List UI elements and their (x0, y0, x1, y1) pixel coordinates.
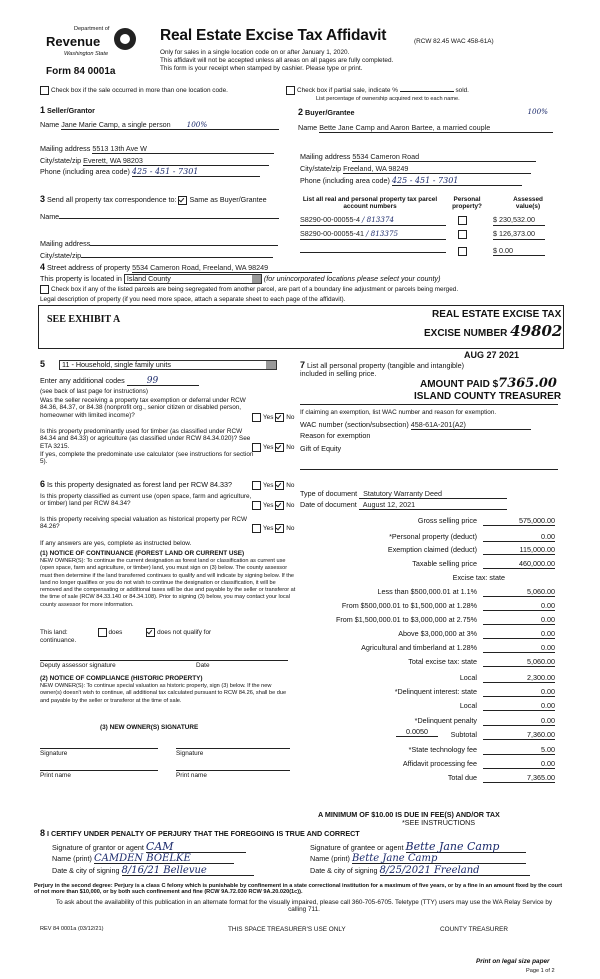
calc-row (340, 717, 555, 726)
seller-mail[interactable]: 5513 13th Ave W (92, 144, 147, 153)
calc-label: Local (459, 673, 477, 682)
calc-value[interactable]: 0.00 (483, 702, 555, 711)
notice1-heading: (1) NOTICE OF CONTINUANCE (FOREST LAND OR CURRENT USE) (40, 550, 245, 557)
calc-row (335, 615, 555, 625)
county-select[interactable]: Island County (124, 274, 262, 284)
calc-value[interactable]: 0.00 (483, 616, 555, 625)
no-checkbox[interactable] (275, 443, 284, 452)
parcel-row: S8290-00-00055-4 / 813374 $ 230,532.00 (300, 216, 558, 226)
calc-value[interactable]: 7,360.00 (483, 731, 555, 740)
calc-value[interactable]: 0.00 (483, 688, 555, 697)
calc-label: Affidavit processing fee (402, 759, 477, 768)
does-qualify-checkbox[interactable] (98, 628, 107, 637)
calc-row (340, 760, 555, 769)
section3-name-row: Name (40, 210, 279, 221)
buyer-phone[interactable]: 425 - 451 - 7301 (391, 176, 459, 185)
doc-date[interactable]: August 12, 2021 (362, 500, 416, 509)
calc-value[interactable]: 0.00 (483, 630, 555, 639)
doc-date-row: Date of document August 12, 2021 (300, 501, 507, 510)
calc-label: Subtotal (450, 730, 477, 739)
multi-location-checkbox[interactable] (40, 86, 49, 95)
parcel-row: $ 0.00 (300, 244, 558, 256)
grantor-date-row: Date & city of signing 8/16/21 Bellevue (52, 867, 254, 876)
grantor-date[interactable]: 8/16/21 Bellevue (121, 865, 207, 876)
if-any: If any answers are yes, complete as instructed below. (40, 540, 192, 547)
calc-row (340, 702, 555, 711)
calc-row (340, 630, 555, 639)
calc-value[interactable]: 5.00 (483, 746, 555, 755)
section6-q3-answer: Yes No (252, 524, 294, 533)
local-rate: 0.0050 (396, 728, 438, 737)
calc-row (340, 674, 555, 683)
county-treasurer: COUNTY TREASURER (440, 926, 508, 933)
print-legal: Print on legal size paper (476, 958, 550, 965)
seller-name-row: Name Jane Marie Camp, a single person 100% (40, 121, 288, 130)
parcel-row: S8290-00-00055-41 / 813375 $ 126,373.00 (300, 230, 558, 240)
doc-type-row: Type of document Statutory Warranty Deed (300, 490, 507, 499)
calc-label: *Delinquent interest: state (394, 687, 477, 696)
property-street[interactable]: 5534 Cameron Road, Freeland, WA 98249 (132, 263, 269, 272)
calc-label: From $500,000.01 to $1,500,000 at 1.28% (341, 601, 477, 610)
notice2-text: NEW OWNER(S): To continue special valuation as historic property, sign (3) below. If the new owner(s) doesn't wish to continue, all additional tax calculated pursuant to RCW 84.26, shall be due and payable by the seller or transferor at the time of sale. (40, 683, 287, 704)
calc-label: *Personal property (deduct) (389, 532, 477, 541)
partial-sub: List percentage of ownership acquired next to each name. (316, 96, 460, 102)
calc-label: Excise tax: state (452, 573, 505, 582)
grantor-name[interactable]: CAMDEN BOELKE (93, 853, 191, 864)
calc-label: Local (459, 701, 477, 710)
section5-q2b: If yes, complete the predominate use calculator (see instructions for section 5). (40, 451, 254, 466)
yes-checkbox[interactable] (252, 413, 261, 422)
buyer-name-row: Name Bette Jane Camp and Aaron Bartee, a married couple (298, 124, 560, 133)
calc-value[interactable]: 460,000.00 (483, 560, 555, 569)
see-back: (see back of last page for instructions) (40, 388, 148, 395)
section5-q1-answer: Yes No (252, 413, 294, 422)
section5-q1: Was the seller receiving a property tax exemption or deferral under RCW 84.36, 84.37, or 84.38 (nonprofit org., senior citizen or disabled person, homeowner with limited income)? (40, 397, 246, 419)
calc-row (340, 517, 555, 526)
multi-location-check[interactable]: Check box if the sale occurred in more than one location code. (40, 86, 228, 95)
calc-value[interactable]: 5,060.00 (483, 658, 555, 667)
seller-phone-row: Phone (including area code) 425 - 451 - 7301 (40, 168, 260, 177)
calc-value[interactable]: 5,060.00 (483, 588, 555, 597)
section6-q2: Is this property classified as current use (open space, farm and agriculture, or timber) land per RCW 84.34? (40, 493, 252, 508)
partial-sale-check[interactable]: Check box if partial sale, indicate % sold. (286, 86, 469, 95)
seller-name[interactable]: Jane Marie Camp, a single person (61, 120, 171, 129)
doc-type[interactable]: Statutory Warranty Deed (363, 489, 442, 498)
buyer-city[interactable]: Freeland, WA 98249 (343, 164, 409, 173)
header-line1: Only for sales in a single location code on or after January 1, 2020. (160, 49, 350, 56)
grantee-name[interactable]: Bette Jane Camp (351, 853, 438, 864)
grantor-signature[interactable]: CAM (145, 840, 174, 853)
amount-paid: AMOUNT PAID $7365.00 (420, 376, 557, 391)
partial-sale-checkbox[interactable] (286, 86, 295, 95)
no-checkbox[interactable] (275, 413, 284, 422)
calc-label: Exemption claimed (deduct) (387, 545, 477, 554)
excise-number: 49802 (510, 322, 563, 340)
form-title: Real Estate Excise Tax Affidavit (160, 27, 387, 44)
revenue-swirl-inner (120, 34, 130, 44)
stamp-line1: REAL ESTATE EXCISE TAX (432, 309, 562, 320)
calc-value[interactable]: 575,000.00 (483, 517, 555, 526)
calc-row (340, 546, 555, 555)
section6-q1-answer: Yes No (252, 481, 294, 490)
grantee-date[interactable]: 8/25/2021 Freeland (379, 865, 480, 876)
calc-label: Less than $500,000.01 at 1.1% (377, 587, 477, 596)
calc-row (340, 560, 555, 569)
personal-property-checkbox[interactable] (458, 247, 467, 256)
accessibility-notice: To ask about the availability of this publication in an alternate format for the visually impaired, please call 360-705-6705. Teletype (TTY) users may use the WA Relay Service by calling 711. (55, 899, 553, 914)
use-code-select[interactable]: 11 - Household, single family units (59, 360, 277, 370)
dropdown-icon[interactable] (266, 361, 276, 369)
section5-q2: Is this property predominantly used for timber (as classified under RCW 84.34 and 84.33) or agriculture (as classified under RCW 84.34.020)? See ETA 3215. (40, 428, 251, 450)
personal-property-checkbox[interactable] (458, 230, 467, 239)
grantee-name-row: Name (print) Bette Jane Camp (310, 855, 526, 864)
calc-label: Agricultural and timberland at 1.28% (361, 643, 477, 652)
no-checkbox[interactable] (275, 481, 284, 490)
yes-checkbox[interactable] (252, 501, 261, 510)
yes-checkbox[interactable] (252, 524, 261, 533)
seller-city-row: City/state/zip Everett, WA 98203 (40, 157, 269, 166)
section3-city-row: City/state/zip (40, 249, 273, 260)
wac-number[interactable]: 458-61A-201(A2) (410, 420, 466, 429)
grantor-signature-row: Signature of grantor or agent CAM (52, 843, 246, 853)
buyer-mail[interactable]: 5534 Cameron Road (352, 152, 420, 161)
calc-value[interactable]: 0.00 (483, 760, 555, 769)
certify-line: 8 I CERTIFY UNDER PENALTY OF PERJURY THAT THE FOREGOING IS TRUE AND CORRECT (40, 828, 360, 838)
legal-label: Legal description of property (if you need more space, attach a separate sheet to each page of the affidavit). (40, 296, 346, 303)
calc-label: Taxable selling price (412, 559, 477, 568)
grantee-signature-row: Signature of grantee or agent Bette Jane Camp (310, 843, 526, 853)
section4-street-row: 4 Street address of property 5534 Cameron Road, Freeland, WA 98249 (40, 263, 332, 273)
state-line: Washington State (64, 51, 109, 57)
buyer-percent[interactable]: 100% (527, 107, 548, 116)
parcels-heading: List all real and personal property tax parcel account numbers (302, 196, 438, 211)
owner-print-name-label: Print name (176, 772, 207, 779)
buyer-heading: 2 Buyer/Grantee 100% (298, 107, 548, 117)
section7-label: 7 List all personal property (tangible and intangible) included in selling price. (300, 360, 465, 379)
does-not-qualify-checkbox[interactable] (146, 628, 155, 637)
calc-value[interactable]: 0.00 (483, 717, 555, 726)
section5-row: 5 11 - Household, single family units (40, 360, 277, 370)
no-checkbox[interactable] (275, 501, 284, 510)
section5-q2-answer: Yes No (252, 443, 294, 452)
header-line3: This form is your receipt when stamped by cashier. Please type or print. (160, 65, 363, 72)
seller-phone[interactable]: 425 - 451 - 7301 (131, 167, 199, 176)
section6-q2-answer: Yes No (252, 501, 294, 510)
buyer-phone-row: Phone (including area code) 425 - 451 - 7301 (300, 177, 522, 186)
deputy-date-label: Date (196, 662, 210, 669)
deputy-signature-label: Deputy assessor signature (40, 662, 116, 669)
calc-value[interactable]: 115,000.00 (483, 546, 555, 555)
header-line2: This affidavit will not be accepted unless all areas on all pages are fully completed. (160, 57, 394, 64)
stamp-line2: EXCISE NUMBER 49802 (424, 322, 563, 340)
segregated-checkbox[interactable] (40, 285, 49, 294)
rcw-reference: (RCW 82.45 WAC 458-61A) (414, 38, 494, 45)
section3-mail-row: Mailing address (40, 237, 278, 248)
addl-code[interactable]: 99 (146, 376, 159, 386)
wac-row: WAC number (section/subsection) 458-61A-201(A2) (300, 421, 531, 430)
calc-value[interactable]: 0.00 (483, 602, 555, 611)
owner-signature-label: Signature (40, 750, 68, 757)
notice1-text: NEW OWNER(S): To continue the current designation as forest land or classification as current use (open space, farm and agriculture, or timber) land, you must sign on (3) below. The county assessor must then determine if the land transferred continues to qualify and will indicate by signing below. If the land no longer qualifies or you do not wish to continue the designation or classification, it will be removed and the compensating or additional taxes will be due and payable by the seller or transferor at the time of sale (RCW 84.33.140 or 84.34.108). Prior to signing (3) below, you may contact your local county assessor for more information. (40, 558, 296, 608)
buyer-name[interactable]: Bette Jane Camp and Aaron Bartee, a married couple (319, 123, 491, 132)
calc-row (340, 688, 555, 697)
dropdown-icon[interactable] (252, 275, 261, 283)
see-instructions: *SEE INSTRUCTIONS (402, 818, 476, 827)
minimum-due: A MINIMUM OF $10.00 IS DUE IN FEE(S) AND/OR TAX (318, 810, 500, 819)
calc-label: *State technology fee (408, 745, 477, 754)
calc-row (340, 588, 555, 597)
stamp-date: AUG 27 2021 (464, 350, 520, 360)
revision: REV 84 0001a (03/12/21) (40, 926, 104, 932)
reason-value[interactable]: Gift of Equity (300, 444, 342, 453)
calc-row (340, 731, 555, 740)
section6-q3: Is this property receiving special valuation as historical property per RCW 84.26? (40, 516, 248, 531)
segregated-check[interactable]: Check box if any of the listed parcels are being segregated from another parcel, are part of a boundary line adjustment or parcels being merged. (40, 285, 458, 294)
seller-city[interactable]: Everett, WA 98203 (83, 156, 143, 165)
page-number: Page 1 of 2 (526, 968, 555, 974)
calc-value[interactable]: 2,300.00 (483, 674, 555, 683)
same-as-buyer-checkbox[interactable] (178, 196, 187, 205)
revenue-wordmark: Revenue (46, 34, 101, 49)
calc-value[interactable]: 7,365.00 (483, 774, 555, 783)
stamp-treasurer: ISLAND COUNTY TREASURER (414, 391, 562, 402)
dept-line: Department of (74, 26, 110, 32)
calc-row (340, 774, 555, 783)
new-owner-heading: (3) NEW OWNER(S) SIGNATURE (100, 724, 199, 731)
legal-description: SEE EXHIBIT A (47, 314, 121, 325)
grantee-signature[interactable]: Bette Jane Camp (405, 840, 500, 853)
section6-q1: 6 Is this property designated as forest land per RCW 84.33? (40, 479, 232, 489)
treasurer-use: THIS SPACE TREASURER'S USE ONLY (228, 926, 346, 933)
personal-heading: Personal property? (452, 196, 482, 211)
calc-label: Total due (447, 773, 477, 782)
revenue-logo (44, 26, 156, 70)
section3-label: 3 Send all property tax correspondence to: Same as Buyer/Grantee (40, 194, 267, 204)
calc-value[interactable]: 0.00 (483, 533, 555, 542)
continuance: continuance. (40, 637, 77, 644)
section4-county-row: This property is located in Island County (for unincorporated locations please select your county) (40, 274, 441, 283)
calc-label: From $1,500,000.01 to $3,000,000 at 2.75% (335, 615, 477, 624)
buyer-mail-row: Mailing address 5534 Cameron Road (300, 153, 536, 162)
calc-row (340, 644, 555, 653)
personal-property-checkbox[interactable] (458, 216, 467, 225)
calc-label: Gross selling price (417, 516, 477, 525)
calc-row (340, 658, 555, 667)
form-number: Form 84 0001a (46, 66, 116, 77)
notice2-heading: (2) NOTICE OF COMPLIANCE (HISTORIC PROPERTY) (40, 675, 203, 682)
yes-checkbox[interactable] (252, 481, 261, 490)
exempt-label: If claiming an exemption, list WAC number and reason for exemption. (300, 409, 497, 416)
seller-mail-row: Mailing address 5513 13th Ave W (40, 145, 274, 154)
calc-label: *Delinquent penalty (414, 716, 477, 725)
assessed-heading: Assessed value(s) (513, 196, 543, 211)
calc-label: Above $3,000,000 at 3% (398, 629, 477, 638)
this-land-row: This land: does does not qualify for (40, 629, 212, 637)
calc-row (340, 746, 555, 755)
grantor-name-row: Name (print) CAMDEN BOELKE (52, 855, 234, 864)
perjury-notice: Perjury in the second degree: Perjury is a class C felony which is punishable by confinement in a state correctional institution for a maximum of five years, or by a fine in an amount fixed by the court of not more than $10,000, or by both such confinement and fine (RCW 9A.72.030 RCW 9A.20.020(1c)). (34, 883, 563, 896)
addl-codes-row: Enter any additional codes 99 (40, 377, 199, 386)
buyer-city-row: City/state/zip Freeland, WA 98249 (300, 165, 531, 174)
no-checkbox[interactable] (275, 524, 284, 533)
seller-heading: 1 Seller/Grantor (40, 105, 95, 115)
calc-row (340, 602, 555, 611)
calc-row (340, 533, 555, 542)
calc-row (340, 574, 555, 583)
calc-label: Total excise tax: state (408, 657, 477, 666)
grantee-date-row: Date & city of signing 8/25/2021 Freeland (310, 867, 530, 876)
calc-value[interactable]: 0.00 (483, 644, 555, 653)
owner-print-name-label: Print name (40, 772, 71, 779)
seller-percent[interactable]: 100% (186, 120, 208, 129)
owner-signature-label: Signature (176, 750, 204, 757)
reason-label: Reason for exemption (300, 431, 371, 440)
